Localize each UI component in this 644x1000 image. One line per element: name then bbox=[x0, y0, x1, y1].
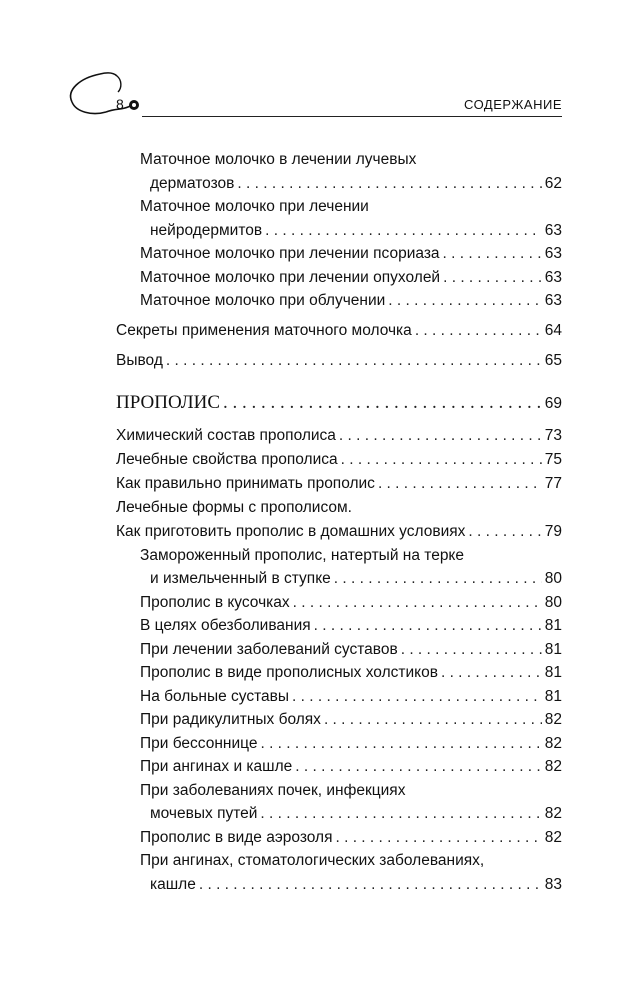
toc-entry-title: Замороженный прополис, натертый на терке bbox=[140, 546, 465, 564]
dot-leader bbox=[166, 349, 542, 373]
toc-entry-page: 79 bbox=[544, 522, 562, 540]
toc-entry-page: 82 bbox=[544, 734, 562, 752]
page-header bbox=[0, 0, 644, 130]
toc-entry-title: Лечебные формы с прополисом. bbox=[116, 498, 352, 516]
dot-leader bbox=[334, 567, 542, 591]
toc-entry-title: Прополис в виде аэрозоля bbox=[140, 828, 333, 846]
toc-entry bbox=[116, 826, 562, 850]
toc-entry-title: дерматозов bbox=[150, 174, 235, 192]
toc-entry bbox=[116, 779, 562, 803]
dot-leader bbox=[265, 219, 542, 243]
toc-entry-page: 82 bbox=[544, 711, 562, 728]
toc-entry-title: На больные суставы bbox=[140, 687, 290, 705]
toc-entry bbox=[116, 732, 562, 756]
page-number: 8 bbox=[116, 96, 124, 112]
toc-entry-title: кашле bbox=[150, 875, 196, 893]
dot-leader bbox=[335, 826, 541, 850]
toc-entry bbox=[116, 661, 562, 685]
toc-entry-page: 82 bbox=[544, 828, 562, 846]
toc-entry bbox=[116, 219, 562, 243]
toc-entry bbox=[116, 638, 562, 662]
toc-entry bbox=[116, 873, 562, 897]
toc-entry bbox=[116, 496, 562, 520]
toc-entry-title: При ангинах, стоматологических заболеваниях, bbox=[140, 852, 485, 869]
table-of-contents bbox=[116, 148, 562, 896]
toc-entry-title: При лечении заболеваний суставов bbox=[140, 640, 398, 658]
toc-entry bbox=[116, 289, 562, 313]
toc-entry-title: Маточное молочко в лечении лучевых bbox=[140, 151, 417, 168]
toc-entry-page: 80 bbox=[544, 570, 562, 587]
dot-leader bbox=[237, 172, 541, 196]
toc-entry-title: Вывод bbox=[116, 351, 163, 369]
dot-leader bbox=[415, 319, 542, 343]
toc-entry-title: При бессоннице bbox=[140, 734, 258, 752]
dot-leader bbox=[468, 520, 541, 544]
toc-entry bbox=[116, 448, 562, 472]
toc-entry-page: 81 bbox=[544, 640, 562, 658]
dot-leader bbox=[260, 802, 541, 826]
toc-entry-page: 63 bbox=[544, 268, 562, 286]
toc-entry-page: 77 bbox=[544, 474, 562, 492]
toc-entry-title: При радикулитных болях bbox=[140, 711, 321, 728]
toc-entry-page: 65 bbox=[544, 351, 562, 369]
toc-entry-title: Маточное молочко при лечении псориаза bbox=[140, 245, 440, 262]
toc-entry-title: Как приготовить прополис в домашних условиях bbox=[116, 522, 466, 540]
stethoscope-icon bbox=[62, 64, 152, 124]
toc-entry bbox=[116, 472, 562, 496]
toc-entry bbox=[116, 349, 562, 373]
toc-entry-page: 63 bbox=[544, 245, 562, 262]
toc-entry-title: Маточное молочко при лечении bbox=[140, 198, 369, 215]
toc-entry bbox=[116, 708, 562, 732]
header-rule bbox=[142, 116, 562, 117]
toc-entry bbox=[116, 424, 562, 448]
toc-entry bbox=[116, 172, 562, 196]
toc-entry-title: ПРОПОЛИС bbox=[116, 391, 221, 413]
dot-leader bbox=[378, 472, 542, 496]
toc-entry-page: 69 bbox=[544, 394, 562, 412]
toc-entry-title: Прополис в кусочках bbox=[140, 593, 290, 611]
dot-leader bbox=[401, 638, 542, 662]
running-title: СОДЕРЖАНИЕ bbox=[463, 97, 562, 112]
toc-entry bbox=[116, 389, 562, 418]
toc-entry-page: 63 bbox=[544, 292, 562, 309]
toc-entry bbox=[116, 242, 562, 266]
toc-entry-title: Как правильно принимать прополис bbox=[116, 474, 375, 492]
dot-leader bbox=[293, 591, 542, 615]
dot-leader bbox=[324, 708, 542, 732]
toc-entry bbox=[116, 520, 562, 544]
toc-entry bbox=[116, 849, 562, 873]
dot-leader bbox=[199, 873, 542, 897]
toc-entry bbox=[116, 319, 562, 343]
toc-entry bbox=[116, 195, 562, 219]
toc-entry-title: и измельченный в ступке bbox=[150, 570, 331, 587]
toc-entry-page: 83 bbox=[544, 875, 562, 893]
toc-entry-page: 81 bbox=[544, 664, 562, 681]
dot-leader bbox=[443, 266, 542, 290]
toc-entry-page: 64 bbox=[544, 321, 562, 339]
toc-entry bbox=[116, 755, 562, 779]
toc-entry-page: 73 bbox=[544, 426, 562, 444]
dot-leader bbox=[341, 448, 542, 472]
dot-leader bbox=[292, 685, 542, 709]
toc-entry-page: 82 bbox=[544, 805, 562, 822]
toc-entry-title: Лечебные свойства прополиса bbox=[116, 450, 338, 468]
toc-entry bbox=[116, 567, 562, 591]
dot-leader bbox=[443, 242, 542, 266]
toc-entry-page: 62 bbox=[544, 174, 562, 192]
toc-entry-title: мочевых путей bbox=[150, 805, 258, 822]
toc-entry-title: нейродермитов bbox=[150, 221, 263, 239]
toc-entry-title: В целях обезболивания bbox=[140, 617, 311, 634]
toc-entry-title: Маточное молочко при облучении bbox=[140, 292, 386, 309]
toc-entry bbox=[116, 266, 562, 290]
toc-entry bbox=[116, 614, 562, 638]
toc-entry-title: При ангинах и кашле bbox=[140, 758, 293, 775]
toc-entry bbox=[116, 685, 562, 709]
toc-entry-title: При заболеваниях почек, инфекциях bbox=[140, 781, 406, 799]
toc-entry-page: 75 bbox=[544, 450, 562, 468]
toc-entry bbox=[116, 148, 562, 172]
toc-entry-page: 80 bbox=[544, 593, 562, 611]
toc-entry bbox=[116, 802, 562, 826]
toc-entry bbox=[116, 591, 562, 615]
toc-entry-page: 63 bbox=[544, 221, 562, 239]
toc-entry bbox=[116, 544, 562, 568]
toc-entry-page: 81 bbox=[544, 617, 562, 634]
dot-leader bbox=[314, 614, 542, 638]
toc-entry-title: Химический состав прополиса bbox=[116, 426, 336, 444]
dot-leader bbox=[441, 661, 542, 685]
dot-leader bbox=[260, 732, 541, 756]
dot-leader bbox=[295, 755, 541, 779]
dot-leader bbox=[223, 389, 542, 417]
toc-entry-title: Маточное молочко при лечении опухолей bbox=[140, 268, 441, 286]
dot-leader bbox=[339, 424, 542, 448]
toc-entry-title: Прополис в виде прополисных холстиков bbox=[140, 664, 438, 681]
toc-entry-page: 82 bbox=[544, 758, 562, 775]
dot-leader bbox=[388, 289, 541, 313]
toc-entry-page: 81 bbox=[544, 687, 562, 705]
toc-entry-title: Секреты применения маточного молочка bbox=[116, 321, 412, 339]
